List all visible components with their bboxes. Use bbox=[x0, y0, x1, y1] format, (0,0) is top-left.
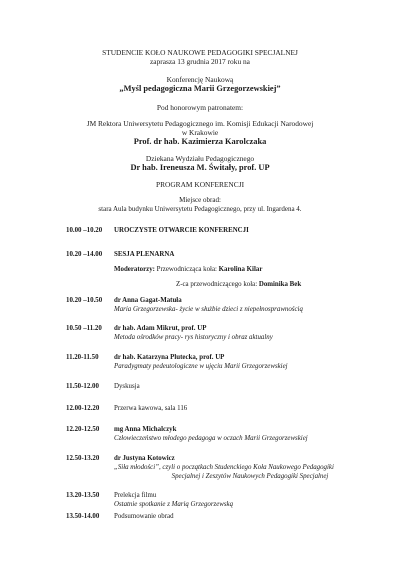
item-time: 12.20-12.50 bbox=[66, 426, 100, 433]
item-title: Przerwa kawowa, sala 116 bbox=[114, 405, 188, 412]
conference-label: Konferencję Naukową bbox=[166, 75, 234, 84]
item-time: 12.00-12.20 bbox=[66, 405, 100, 412]
item-title: Prelekcja filmu bbox=[114, 492, 157, 499]
dean-line: Dziekana Wydziału Pedagogicznego bbox=[145, 154, 255, 163]
item-time: 13.50-14.00 bbox=[66, 513, 100, 520]
item-time: 12.50-13.20 bbox=[66, 455, 100, 462]
moderator-name: Karolina Kilar bbox=[218, 266, 263, 273]
moderators-label: Moderatorzy: bbox=[114, 266, 155, 273]
program-item bbox=[66, 404, 386, 413]
item-title: dr hab. Katarzyna Plutecka, prof. UP bbox=[114, 354, 225, 361]
moderators bbox=[114, 265, 386, 274]
patronage-label: Pod honorowym patronatem: bbox=[156, 103, 244, 112]
item-title: dr Justyna Kotowicz bbox=[114, 455, 175, 462]
item-title: Podsumowanie obrad bbox=[114, 513, 174, 520]
item-subtitle: Metoda ośrodków pracy- rys historyczny i obraz aktualny bbox=[114, 334, 273, 341]
item-subtitle: Człowieczeństwo młodego pedagoga w oczach Marii Grzegorzewskiej bbox=[114, 435, 308, 442]
program-item bbox=[66, 353, 386, 371]
item-time: 10.20 –14.00 bbox=[66, 251, 103, 258]
deputy-name: Dominika Bek bbox=[258, 281, 302, 288]
venue: stara Aula budynku Uniwersytetu Pedagogicznego, przy ul. Ingardena 4. bbox=[98, 205, 302, 213]
item-time: 10.50 –11.20 bbox=[66, 325, 102, 332]
conference-title: „Myśl pedagogiczna Marii Grzegorzewskiej” bbox=[119, 84, 281, 93]
program-item bbox=[66, 425, 386, 443]
deputy-moderator bbox=[114, 280, 386, 289]
item-subtitle: Paradygmaty pedeutologiczne w ujęciu Marii Grzegorzewskiej bbox=[114, 363, 288, 370]
item-subtitle: „Siła młodości”, czyli o początkach Studenckiego Koła Naukowego Pedagogiki bbox=[114, 464, 334, 471]
program-item bbox=[66, 226, 386, 235]
rector-line: JM Rektora Uniwersytetu Pedagogicznego im. Komisji Edukacji Narodowej bbox=[86, 119, 314, 128]
item-title: Dyskusja bbox=[114, 383, 140, 390]
rector-name: Prof. dr hab. Kazimierza Karolczaka bbox=[133, 137, 267, 146]
venue-label: Miejsce obrad: bbox=[179, 196, 221, 204]
program-title: PROGRAM KONFERENCJI bbox=[155, 180, 245, 189]
program-item bbox=[66, 454, 386, 481]
deputy-role: Z-ca przewodniczącego koła: bbox=[176, 281, 259, 288]
moderator-role: Przewodnicząca koła: bbox=[154, 266, 219, 273]
item-time: 10.20 –10.50 bbox=[66, 297, 103, 304]
program-item bbox=[66, 324, 386, 342]
item-time: 11.50-12.00 bbox=[66, 383, 99, 390]
program-item bbox=[66, 296, 386, 314]
item-time: 11.20-11.50 bbox=[66, 354, 99, 361]
dean-name: Dr hab. Ireneusza M. Świtały, prof. UP bbox=[130, 163, 270, 172]
item-subtitle: Maria Grzegorzewska- życie w służbie dzieci z niepełnosprawnością bbox=[114, 306, 303, 313]
rector-city: w Krakowie bbox=[181, 128, 219, 137]
item-title: dr Anna Gagat-Matuła bbox=[114, 297, 182, 304]
program-item bbox=[66, 382, 386, 391]
document-header bbox=[0, 48, 400, 214]
program-item bbox=[66, 491, 386, 509]
item-subtitle-cont: Specjalnej i Zeszytów Naukowych Pedagogiki Specjalnej bbox=[171, 473, 329, 480]
organizer: STUDENCIE KOŁO NAUKOWE PEDAGOGIKI SPECJALNEJ bbox=[102, 48, 298, 57]
item-title: SESJA PLENARNA bbox=[114, 251, 175, 258]
item-title: mg Anna Michalczyk bbox=[114, 426, 177, 433]
item-time: 10.00 –10.20 bbox=[66, 227, 103, 234]
item-subtitle: Ostatnie spotkanie z Marią Grzegorzewską bbox=[114, 501, 234, 508]
item-title: UROCZYSTE OTWARCIE KONFERENCJI bbox=[114, 227, 249, 234]
program-item bbox=[66, 250, 386, 289]
invitation-line: zaprasza 13 grudnia 2017 roku na bbox=[150, 57, 250, 66]
item-title: dr hab. Adam Mikrut, prof. UP bbox=[114, 325, 207, 332]
item-time: 13.20-13.50 bbox=[66, 492, 100, 499]
program-item bbox=[66, 512, 386, 521]
